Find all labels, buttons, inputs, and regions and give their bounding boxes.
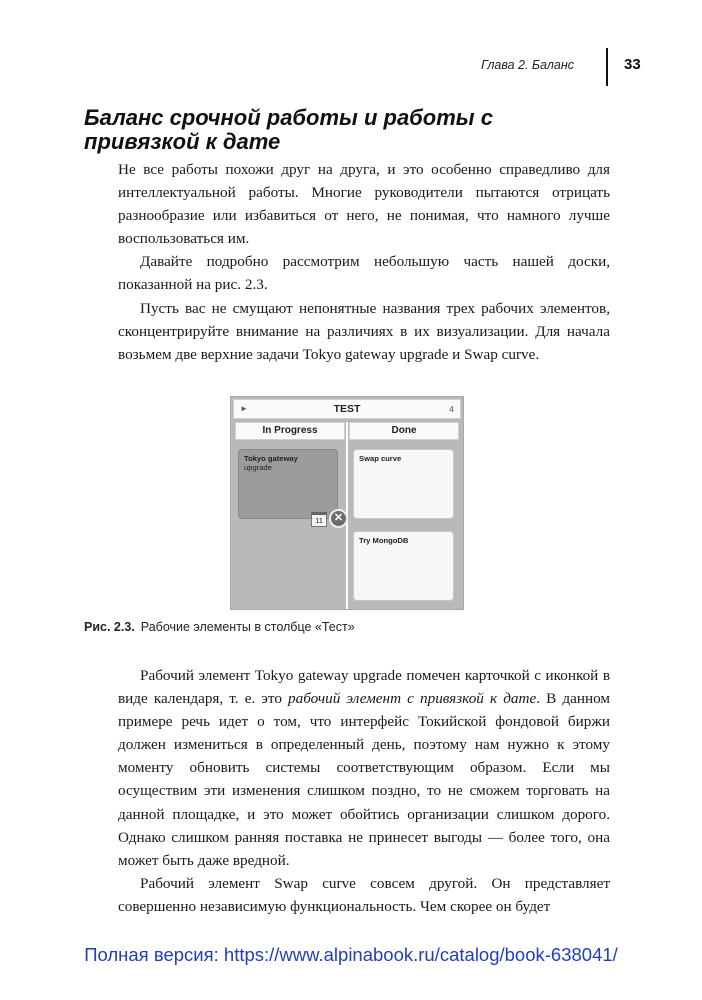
section-title: Баланс срочной работы и работы с привязкой к дате (84, 105, 493, 154)
figure-label: Рис. 2.3. (84, 620, 135, 634)
emphasized-term: рабочий элемент с привязкой к дате (288, 690, 537, 708)
card-tokyo-gateway-upgrade (238, 449, 338, 519)
board-title: TEST (333, 403, 361, 415)
figure-caption (84, 620, 355, 634)
card-subtitle: upgrade (244, 463, 272, 472)
page-number: 33 (624, 56, 641, 73)
figure-caption-text: Рабочие элементы в столбце «Тест» (140, 620, 355, 634)
card-title: Tokyo gateway (244, 454, 298, 463)
paragraph-text: . В данном примере речь идет о том, что интерфейс Токийской фондовой биржи должен измениться в определенный день, поэтому нам нужно к этому моменту обновить системы соответствующим образом. Если мы осуществим эти изменения слишком поздно, то не сможем торговать на данной площадке, и это может обойтись организации слишком дорого. Однако слишком ранняя поставка не принесет выгоды — более того, она может быть даже вредной. (118, 690, 610, 869)
paragraph: Рабочий элемент Swap curve совсем другой. Он представляет совершенно независимую функциональность. Чем скорее он будет (118, 874, 610, 915)
close-icon: ✕ (329, 509, 348, 528)
header-divider (606, 48, 608, 86)
expand-arrow-icon: ► (240, 404, 248, 413)
column-header-in-progress: In Progress (235, 422, 345, 440)
column-header-done: Done (349, 422, 459, 440)
paragraph (118, 664, 610, 872)
card-title: Swap curve (359, 454, 402, 463)
body-text-top (118, 158, 610, 366)
full-version-link[interactable]: Полная версия: https://www.alpinabook.ru/catalog/book-638041/ (84, 944, 618, 965)
card-try-mongodb (353, 531, 454, 601)
body-text-bottom (118, 664, 610, 918)
running-head-chapter: Глава 2. Баланс (481, 58, 574, 72)
paragraph: Не все работы похожи друг на друга, и это особенно справедливо для интеллектуальной работы. Многие руководители пытаются отрицать разнообразие или избавиться от него, не понимая, что намного лучше воспользоваться им. (118, 161, 610, 248)
card-title: Try MongoDB (359, 536, 409, 545)
paragraph: Пусть вас не смущают непонятные названия трех рабочих элементов, сконцентрируйте внимание на различиях в их визуализации. Для начала возьмем две верхние задачи Tokyo gateway upgrade и Swap curve. (118, 299, 610, 363)
paragraph: Давайте подробно рассмотрим небольшую часть нашей доски, показанной на рис. 2.3. (118, 253, 610, 294)
calendar-icon: 11 (311, 512, 327, 527)
paragraph-text: Рабочий элемент Tokyo gateway upgrade помечен карточкой с иконкой в виде календаря, т. е. это (118, 667, 610, 708)
card-swap-curve (353, 449, 454, 519)
kanban-board-figure (230, 396, 464, 610)
board-count: 4 (449, 404, 454, 414)
board-header (233, 399, 461, 419)
